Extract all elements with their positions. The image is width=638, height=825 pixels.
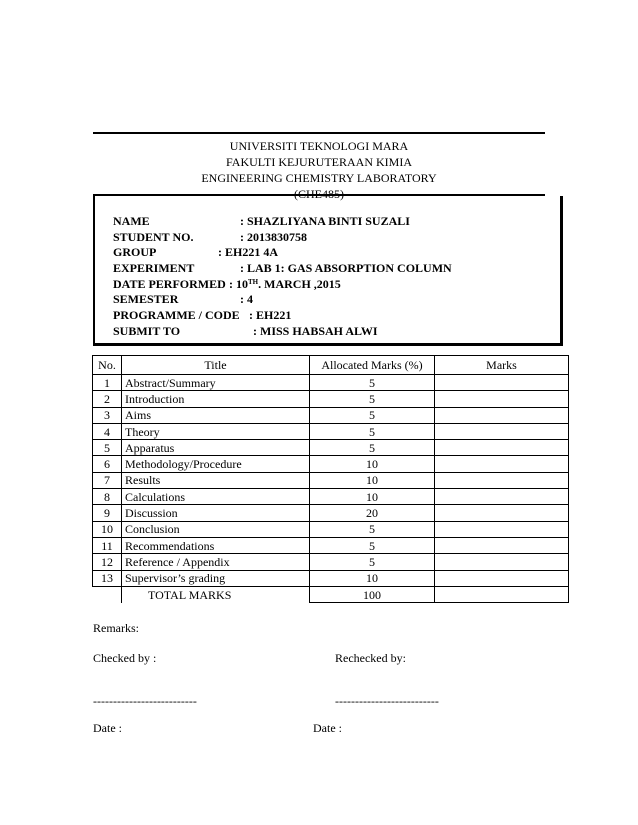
row-title: Calculations xyxy=(122,489,310,505)
remarks-label: Remarks: xyxy=(93,621,139,635)
row-allocated: 10 xyxy=(310,570,435,586)
row-title: Conclusion xyxy=(122,521,310,537)
row-no: 7 xyxy=(93,472,122,488)
col-header-marks: Marks xyxy=(435,356,569,375)
row-allocated: 10 xyxy=(310,456,435,472)
row-no: 9 xyxy=(93,505,122,521)
name-label: NAME xyxy=(113,214,150,228)
row-title: Reference / Appendix xyxy=(122,554,310,570)
faculty-name: FAKULTI KEJURUTERAAN KIMIA xyxy=(226,155,412,169)
table-row xyxy=(93,489,569,505)
table-row xyxy=(93,391,569,407)
submit-to-label: SUBMIT TO xyxy=(113,323,181,338)
row-title: Abstract/Summary xyxy=(122,375,310,391)
table-row xyxy=(93,440,569,456)
report-header xyxy=(93,138,545,202)
row-marks-cell xyxy=(435,521,569,537)
table-row xyxy=(93,472,569,488)
row-marks-cell xyxy=(435,537,569,553)
table-row xyxy=(93,407,569,423)
col-header-title: Title xyxy=(122,356,310,375)
marks-table xyxy=(92,355,569,603)
row-marks-cell xyxy=(435,407,569,423)
table-row xyxy=(93,570,569,586)
row-allocated: 10 xyxy=(310,489,435,505)
row-allocated: 5 xyxy=(310,375,435,391)
date-left-label: Date : xyxy=(93,721,122,735)
row-no: 5 xyxy=(93,440,122,456)
date-right-label: Date : xyxy=(313,721,342,735)
course-code: (CHE485) xyxy=(294,187,344,201)
col-header-allocated: Allocated Marks (%) xyxy=(310,356,435,375)
row-title: Theory xyxy=(122,423,310,439)
experiment-label: EXPERIMENT xyxy=(113,261,195,276)
date-day: : 10 xyxy=(229,276,248,291)
row-allocated: 5 xyxy=(310,554,435,570)
row-allocated: 20 xyxy=(310,505,435,521)
name-value: : SHAZLIYANA BINTI SUZALI xyxy=(240,214,410,228)
submit-to-value: : MISS HABSAH ALWI xyxy=(253,323,378,338)
student-no-label: STUDENT NO. xyxy=(113,229,194,244)
student-no-value: : 2013830758 xyxy=(240,229,307,244)
total-marks-label: TOTAL MARKS xyxy=(122,586,310,602)
row-no: 8 xyxy=(93,489,122,505)
group-value: : EH221 4A xyxy=(218,245,278,260)
checked-by-label: Checked by : xyxy=(93,651,157,665)
row-no: 3 xyxy=(93,407,122,423)
signature-line-left: -------------------------- xyxy=(93,694,197,708)
table-row xyxy=(93,456,569,472)
row-marks-cell xyxy=(435,375,569,391)
row-marks-cell xyxy=(435,391,569,407)
header-top-rule xyxy=(93,132,545,134)
rechecked-by-label: Rechecked by: xyxy=(335,651,406,665)
table-row xyxy=(93,537,569,553)
table-row xyxy=(93,423,569,439)
table-row xyxy=(93,375,569,391)
signature-line-right: -------------------------- xyxy=(335,694,439,708)
row-no: 10 xyxy=(93,521,122,537)
semester-value: : 4 xyxy=(240,292,253,307)
row-marks-cell xyxy=(435,489,569,505)
row-no: 4 xyxy=(93,423,122,439)
row-marks-cell xyxy=(435,456,569,472)
group-label: GROUP xyxy=(113,245,157,260)
row-title: Discussion xyxy=(122,505,310,521)
row-allocated: 5 xyxy=(310,521,435,537)
table-row xyxy=(93,505,569,521)
row-allocated: 5 xyxy=(310,440,435,456)
row-no: 1 xyxy=(93,375,122,391)
row-title: Methodology/Procedure xyxy=(122,456,310,472)
table-row xyxy=(93,521,569,537)
row-marks-cell xyxy=(435,472,569,488)
col-header-no: No. xyxy=(93,356,122,375)
row-allocated: 5 xyxy=(310,391,435,407)
row-allocated: 5 xyxy=(310,423,435,439)
date-month-year: . MARCH ,2015 xyxy=(258,276,341,291)
programme-value: : EH221 xyxy=(249,308,292,323)
total-blank-cell xyxy=(93,586,122,602)
experiment-value: : LAB 1: GAS ABSORPTION COLUMN xyxy=(240,261,452,276)
row-title: Recommendations xyxy=(122,537,310,553)
row-no: 12 xyxy=(93,554,122,570)
row-title: Introduction xyxy=(122,391,310,407)
row-marks-cell xyxy=(435,440,569,456)
row-marks-cell xyxy=(435,505,569,521)
row-no: 6 xyxy=(93,456,122,472)
row-marks-cell xyxy=(435,554,569,570)
row-no: 2 xyxy=(93,391,122,407)
row-marks-cell xyxy=(435,570,569,586)
university-name: UNIVERSITI TEKNOLOGI MARA xyxy=(229,139,409,153)
row-title: Apparatus xyxy=(122,440,310,456)
total-marks-cell xyxy=(435,586,569,602)
row-title: Supervisor’s grading xyxy=(122,570,310,586)
row-no: 13 xyxy=(93,570,122,586)
row-allocated: 10 xyxy=(310,472,435,488)
programme-label: PROGRAMME / CODE xyxy=(113,308,240,323)
table-row xyxy=(93,554,569,570)
table-header-row xyxy=(93,356,569,375)
lab-name: ENGINEERING CHEMISTRY LABORATORY xyxy=(201,171,437,185)
total-row xyxy=(93,586,569,602)
row-title: Aims xyxy=(122,407,310,423)
row-no: 11 xyxy=(93,537,122,553)
date-performed-value xyxy=(229,277,341,293)
date-ordinal: TH xyxy=(248,277,259,286)
semester-label: SEMESTER xyxy=(113,292,179,307)
total-marks-value: 100 xyxy=(310,586,435,602)
row-title: Results xyxy=(122,472,310,488)
row-allocated: 5 xyxy=(310,407,435,423)
row-allocated: 5 xyxy=(310,537,435,553)
row-marks-cell xyxy=(435,423,569,439)
date-performed-label: DATE PERFORMED xyxy=(113,276,226,291)
